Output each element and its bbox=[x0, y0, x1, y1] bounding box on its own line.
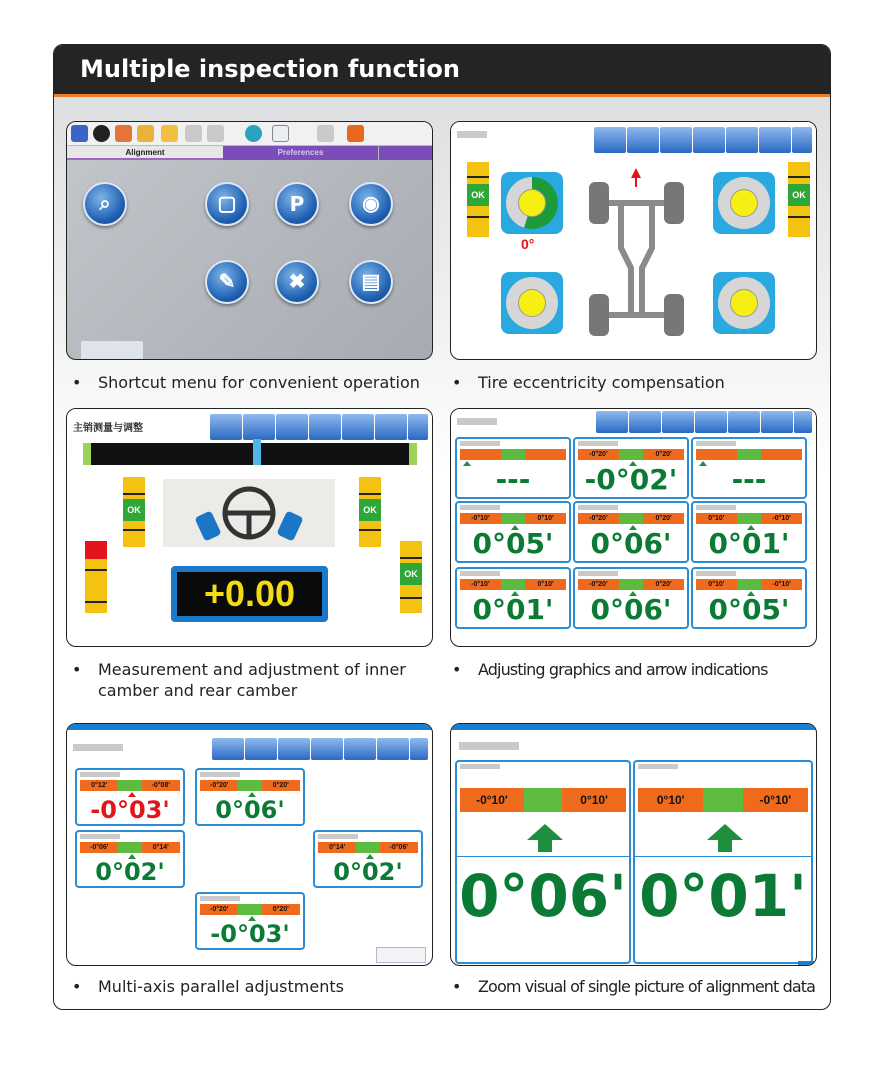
tolerance-max: -0°10' bbox=[761, 579, 802, 590]
gauge-value: 0°06' bbox=[459, 862, 627, 930]
page-title: Multiple inspection function bbox=[54, 45, 830, 97]
home-icon bbox=[115, 125, 132, 142]
gauge-tile bbox=[633, 760, 813, 964]
gauge-value: 0°06' bbox=[590, 593, 672, 626]
tolerance-bar bbox=[460, 579, 566, 590]
disc-icon bbox=[245, 125, 262, 142]
ok-bar-front-right: OK bbox=[359, 477, 381, 547]
gauge-value: 0°05' bbox=[472, 527, 554, 560]
tolerance-min: 0°14' bbox=[318, 842, 356, 853]
tolerance-min: 0°12' bbox=[80, 780, 118, 791]
tolerance-max: 0°14' bbox=[142, 842, 180, 853]
gauge-value: --- bbox=[731, 463, 767, 496]
tolerance-min: -0°06' bbox=[80, 842, 118, 853]
caption-adjusting: • Adjusting graphics and arrow indications bbox=[452, 660, 768, 679]
arrow-stem bbox=[538, 840, 552, 852]
gauge-value: 0°06' bbox=[215, 796, 285, 824]
gauge-tile bbox=[75, 830, 185, 888]
arrow-stem bbox=[718, 840, 732, 852]
toolbar-button[interactable] bbox=[342, 414, 374, 440]
chassis-diagram bbox=[569, 168, 704, 348]
tolerance-bar bbox=[318, 842, 418, 853]
status-panel bbox=[81, 341, 143, 359]
caption-camber: • Measurement and adjustment of inner camber and rear camber bbox=[72, 660, 406, 700]
gauge-tile bbox=[195, 768, 305, 826]
gauge-tile bbox=[455, 760, 631, 964]
tolerance-bar bbox=[80, 780, 180, 791]
app-toolbar: 主销测量与调整 bbox=[67, 409, 432, 443]
tolerance-bar bbox=[638, 788, 808, 812]
toolbar-button[interactable] bbox=[629, 411, 661, 433]
toolbar-button[interactable] bbox=[408, 414, 428, 440]
caption-multi-axis: • Multi-axis parallel adjustments bbox=[72, 977, 344, 996]
toolbar-button[interactable] bbox=[759, 127, 791, 153]
tolerance-min: -0°20' bbox=[578, 579, 619, 590]
tolerance-max: 0°10' bbox=[525, 513, 566, 524]
tolerance-max: 0°10' bbox=[562, 788, 626, 812]
toolbar-button[interactable] bbox=[794, 411, 812, 433]
toolbar-button[interactable] bbox=[410, 738, 428, 760]
tolerance-max: -0°10' bbox=[743, 788, 808, 812]
tolerance-max: 0°20' bbox=[262, 904, 300, 915]
gauge-value: -0°03' bbox=[210, 920, 290, 948]
tolerance-max bbox=[525, 449, 566, 460]
tolerance-min: -0°20' bbox=[200, 780, 238, 791]
app-toolbar bbox=[451, 409, 816, 435]
toolbar-button[interactable] bbox=[276, 414, 308, 440]
toolbar-button[interactable] bbox=[726, 127, 758, 153]
tolerance-bar bbox=[696, 449, 802, 460]
ok-bar-rear-right: OK bbox=[400, 541, 422, 613]
tolerance-min: -0°20' bbox=[578, 513, 619, 524]
ok-bar-left: OK bbox=[467, 162, 489, 237]
tolerance-bar bbox=[696, 513, 802, 524]
arrow-up-icon bbox=[707, 824, 743, 840]
gauge-tile bbox=[455, 567, 571, 629]
tolerance-min: -0°10' bbox=[460, 579, 501, 590]
gauge-tile bbox=[313, 830, 423, 888]
shortcut-menu-screenshot bbox=[66, 121, 433, 360]
measure-icon[interactable]: ✎ bbox=[205, 260, 249, 304]
toolbar-button[interactable] bbox=[212, 738, 244, 760]
toolbar-button[interactable] bbox=[596, 411, 628, 433]
c-icon bbox=[347, 125, 364, 142]
caption-tire-eccentricity: • Tire eccentricity compensation bbox=[452, 373, 725, 392]
wheel-rear-right bbox=[713, 272, 775, 334]
gauge-tile bbox=[691, 501, 807, 563]
tolerance-min: -0°10' bbox=[460, 513, 501, 524]
settings-icon bbox=[161, 125, 178, 142]
tolerance-bar bbox=[460, 513, 566, 524]
tolerance-min: -0°20' bbox=[200, 904, 238, 915]
tolerance-min: 0°10' bbox=[696, 579, 737, 590]
tolerance-bar bbox=[578, 449, 684, 460]
toolbar-button[interactable] bbox=[728, 411, 760, 433]
search-vehicle-icon[interactable]: ⌕ bbox=[83, 182, 127, 226]
zoom-visual-screenshot bbox=[450, 723, 817, 966]
toolbar-button[interactable] bbox=[344, 738, 376, 760]
blank-icon bbox=[185, 125, 202, 142]
tolerance-max: 0°20' bbox=[643, 449, 684, 460]
wheel-front-left bbox=[501, 172, 563, 234]
gauge-value: -0°02' bbox=[584, 463, 678, 496]
gauge-tile bbox=[691, 437, 807, 499]
camera-icon bbox=[93, 125, 110, 142]
tolerance-bar bbox=[696, 579, 802, 590]
car-icon[interactable]: ▢ bbox=[205, 182, 249, 226]
toolbar-button[interactable] bbox=[693, 127, 725, 153]
toolbar-button[interactable] bbox=[278, 738, 310, 760]
app-toolbar bbox=[451, 122, 816, 156]
tolerance-max: -0°06' bbox=[380, 842, 418, 853]
camber-readout: +0.00 bbox=[171, 566, 328, 622]
tolerance-bar bbox=[200, 904, 300, 915]
tab-extra[interactable] bbox=[379, 146, 433, 160]
folder-icon bbox=[137, 125, 154, 142]
gauge-tile bbox=[455, 501, 571, 563]
tolerance-min: -0°20' bbox=[578, 449, 619, 460]
blank-icon bbox=[207, 125, 224, 142]
toolbar-button[interactable] bbox=[660, 127, 692, 153]
gauge-tile bbox=[455, 437, 571, 499]
tolerance-min: -0°10' bbox=[460, 788, 524, 812]
tolerance-bar bbox=[578, 513, 684, 524]
caption-shortcut-menu: • Shortcut menu for convenient operation bbox=[72, 373, 420, 392]
tolerance-max: -0°10' bbox=[761, 513, 802, 524]
toolbar-button[interactable] bbox=[662, 411, 694, 433]
camber-measurement-screenshot bbox=[66, 408, 433, 647]
ok-bar-front-left: OK bbox=[123, 477, 145, 547]
tolerance-max: 0°20' bbox=[643, 513, 684, 524]
gauge-value: 0°01' bbox=[639, 862, 807, 930]
camera-setup-icon[interactable]: ◉ bbox=[349, 182, 393, 226]
gauge-tile bbox=[195, 892, 305, 950]
document-icon bbox=[272, 125, 289, 142]
app-toolbar bbox=[67, 732, 432, 762]
gauge-tile bbox=[573, 501, 689, 563]
toolbar-button[interactable] bbox=[377, 738, 409, 760]
gauge-value: 0°02' bbox=[333, 858, 403, 886]
arrow-up-icon bbox=[527, 824, 563, 840]
tolerance-min bbox=[696, 449, 737, 460]
wheel-front-right bbox=[713, 172, 775, 234]
gauge-value: 0°05' bbox=[708, 593, 790, 626]
gauge-value: 0°06' bbox=[590, 527, 672, 560]
gauge-tile bbox=[573, 437, 689, 499]
toolbar-button[interactable] bbox=[627, 127, 659, 153]
park-icon[interactable]: P bbox=[275, 182, 319, 226]
toolbar-button[interactable] bbox=[761, 411, 793, 433]
tolerance-bar bbox=[578, 579, 684, 590]
tolerance-bar bbox=[80, 842, 180, 853]
blank-icon bbox=[317, 125, 334, 142]
report-icon[interactable]: ▤ bbox=[349, 260, 393, 304]
toolbar-button[interactable] bbox=[309, 414, 341, 440]
toolbar-button[interactable] bbox=[311, 738, 343, 760]
tolerance-max: 0°20' bbox=[643, 579, 684, 590]
steering-wheel-panel bbox=[163, 479, 335, 547]
status-button[interactable] bbox=[376, 947, 426, 963]
toolbar bbox=[67, 122, 432, 146]
inspection-card bbox=[53, 44, 831, 1010]
toolbar-button[interactable] bbox=[594, 127, 626, 153]
gauge-value: -0°03' bbox=[90, 796, 170, 824]
tolerance-min: 0°10' bbox=[696, 513, 737, 524]
gauge-value: 0°02' bbox=[95, 858, 165, 886]
tolerance-max: -0°08' bbox=[142, 780, 180, 791]
gauge-tile bbox=[75, 768, 185, 826]
toolbar-button[interactable] bbox=[243, 414, 275, 440]
adjusting-graphics-screenshot bbox=[450, 408, 817, 647]
compensation-angle: 0° bbox=[521, 236, 535, 252]
gauge-value: --- bbox=[495, 463, 531, 496]
multi-axis-screenshot bbox=[66, 723, 433, 966]
toolbar-button[interactable] bbox=[792, 127, 812, 153]
toolbar-button[interactable] bbox=[210, 414, 242, 440]
tire-eccentricity-screenshot bbox=[450, 121, 817, 360]
tolerance-bar bbox=[200, 780, 300, 791]
help-icon bbox=[71, 125, 88, 142]
tools-icon[interactable]: ✖ bbox=[275, 260, 319, 304]
tolerance-max bbox=[761, 449, 802, 460]
rear-bar-left bbox=[85, 541, 107, 613]
adjustment-slider bbox=[83, 443, 417, 465]
gauge-value: 0°01' bbox=[472, 593, 554, 626]
tolerance-min bbox=[460, 449, 501, 460]
gauge-value: 0°01' bbox=[708, 527, 790, 560]
wheel-rear-left bbox=[501, 272, 563, 334]
tolerance-bar bbox=[460, 449, 566, 460]
caption-zoom: • Zoom visual of single picture of alignment data bbox=[452, 977, 816, 996]
tolerance-max: 0°20' bbox=[262, 780, 300, 791]
toolbar-button[interactable] bbox=[695, 411, 727, 433]
tab-preferences[interactable]: Preferences bbox=[223, 146, 378, 160]
tab-alignment[interactable]: Alignment bbox=[67, 146, 223, 160]
toolbar-button[interactable] bbox=[245, 738, 277, 760]
gauge-tile bbox=[691, 567, 807, 629]
tolerance-max: 0°10' bbox=[525, 579, 566, 590]
tolerance-bar bbox=[460, 788, 626, 812]
tolerance-min: 0°10' bbox=[638, 788, 703, 812]
ok-bar-right: OK bbox=[788, 162, 810, 237]
toolbar-button[interactable] bbox=[375, 414, 407, 440]
tab-bar bbox=[67, 146, 432, 160]
gauge-tile bbox=[573, 567, 689, 629]
